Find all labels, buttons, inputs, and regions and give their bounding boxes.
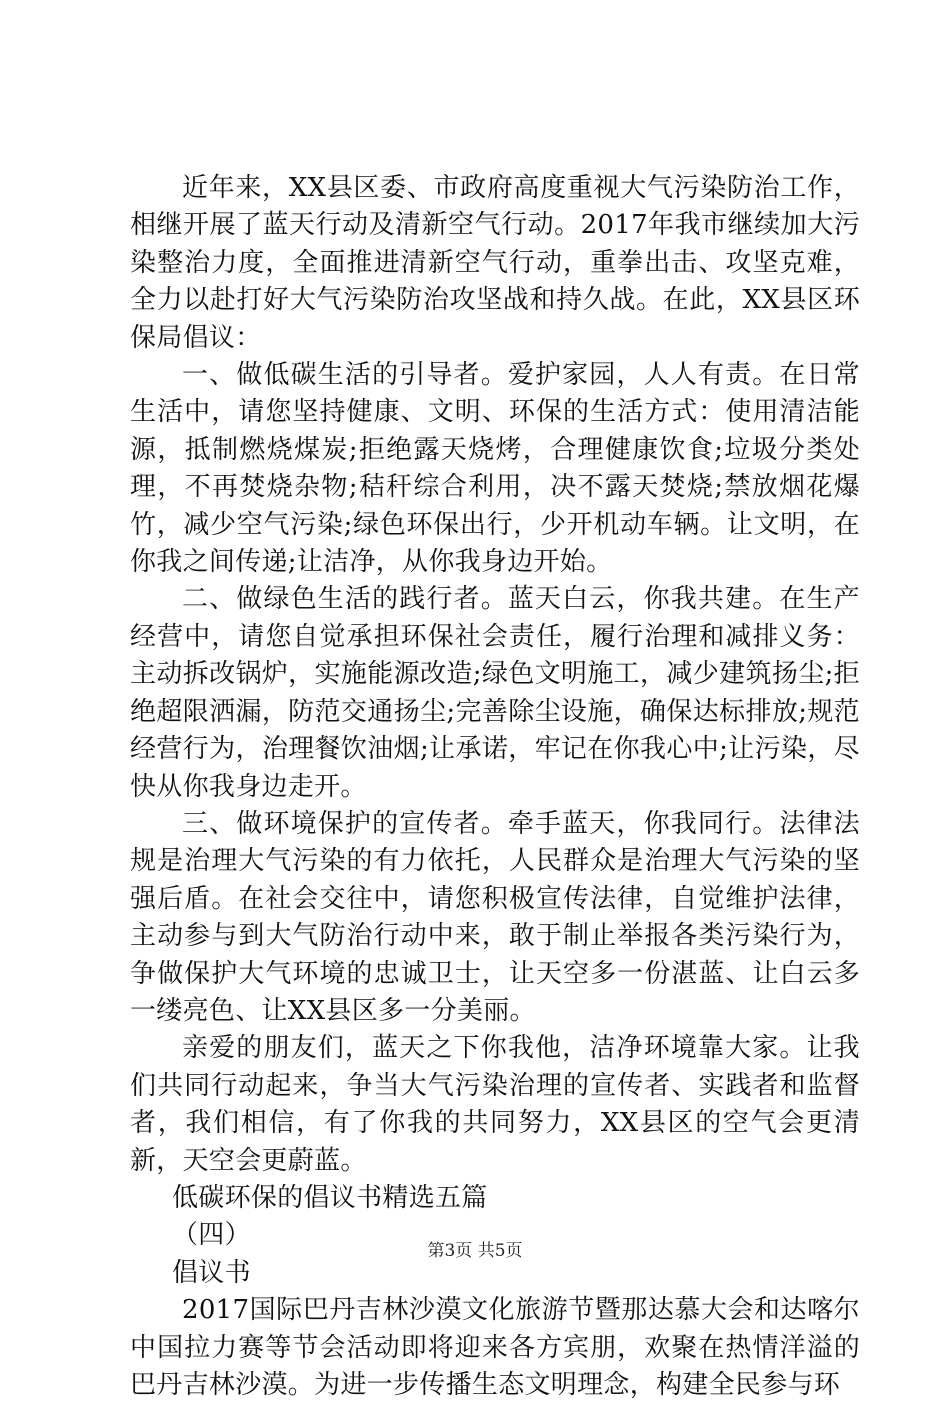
intro-paragraph: 近年来，XX县区委、市政府高度重视大气污染防治工作，相继开展了蓝天行动及清新空气行动。2017年我市继续加大污染整治力度，全面推进清新空气行动，重拳出击、攻坚克难，全力以赴打好大气污染防治攻坚战和持久战。在此，XX县区环保局倡议： (130, 173, 860, 353)
section-title: 低碳环保的倡议书精选五篇 (172, 1182, 488, 1213)
proposal-one-paragraph: 一、做低碳生活的引导者。爱护家园，人人有责。在日常生活中，请您坚持健康、文明、环保的生活方式：使用清洁能源，抵制燃烧煤炭;拒绝露天烧烤，合理健康饮食;垃圾分类处理，不再焚烧杂物;秸秆综合利用，决不露天焚烧;禁放烟花爆竹，减少空气污染;绿色环保出行，少开机动车辆。让文明，在你我之间传递;让洁净，从你我身边开始。 (130, 360, 860, 578)
proposal-three-paragraph: 三、做环境保护的宣传者。牵手蓝天，你我同行。法律法规是治理大气污染的有力依托，人民群众是治理大气污染的坚强后盾。在社会交往中，请您积极宣传法律，自觉维护法律，主动参与到大气防治行动中来，敢于制止举报各类污染行为，争做保护大气环境的忠诚卫士，让天空多一份湛蓝、让白云多一缕亮色、让XX县区多一分美丽。 (130, 808, 860, 1026)
conclusion-paragraph: 亲爱的朋友们，蓝天之下你我他，洁净环境靠大家。让我们共同行动起来，争当大气污染治理的宣传者、实践者和监督者，我们相信，有了你我的共同努力，XX县区的空气会更清新，天空会更蔚蓝。 (130, 1033, 860, 1176)
document-body (130, 170, 860, 1404)
proposal-two-paragraph: 二、做绿色生活的践行者。蓝天白云，你我共建。在生产经营中，请您自觉承担环保社会责任，履行治理和减排义务：主动拆改锅炉，实施能源改造;绿色文明施工，减少建筑扬尘;拒绝超限洒漏，防范交通扬尘;完善除尘设施，确保达标排放;规范经营行为，治理餐饮油烟;让承诺，牢记在你我心中;让污染，尽快从你我身边走开。 (130, 584, 860, 802)
section-number: （四） (172, 1220, 251, 1251)
page-footer: 第3页 共5页 (427, 1241, 523, 1261)
closing-paragraph: 2017国际巴丹吉林沙漠文化旅游节暨那达慕大会和达喀尔中国拉力赛等节会活动即将迎来各方宾朋，欢聚在热情洋溢的巴丹吉林沙漠。为进一步传播生态文明理念，构建全民参与环 (130, 1295, 860, 1400)
proposal-heading: 倡议书 (172, 1257, 251, 1288)
